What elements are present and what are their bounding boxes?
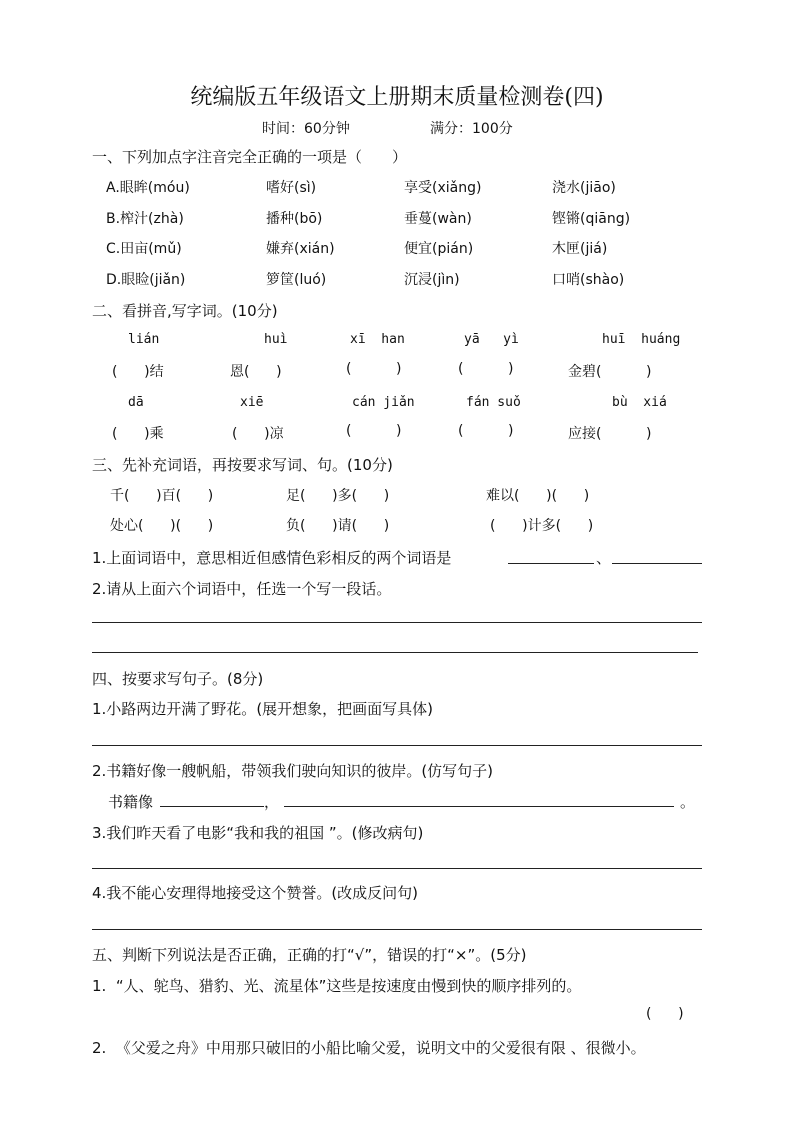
q2-pinyin-3: xī han: [350, 332, 405, 347]
q4-item-2-blank-2[interactable]: [284, 806, 674, 807]
q3-idiom-6[interactable]: ( )计多( ): [490, 518, 594, 534]
q2-answer-1[interactable]: ( )结: [112, 364, 164, 380]
q3-idiom-2[interactable]: 足( )多( ): [286, 488, 390, 504]
q2-answer-4[interactable]: ( ): [458, 361, 514, 377]
q5-item-2: 2. 《父爱之舟》中用那只破旧的小船比喻父爱，说明文中的父爱很有限 、很微小。: [92, 1039, 646, 1057]
q2-answer-5[interactable]: 金碧( ): [568, 364, 652, 380]
q4-item-1-line[interactable]: [92, 745, 702, 746]
q3-idiom-3[interactable]: 难以( )( ): [486, 488, 590, 504]
q2-answer-8[interactable]: ( ): [346, 423, 402, 439]
q3-idiom-5[interactable]: 负( )请( ): [286, 518, 390, 534]
q1-d-1: D.眼睑(jiǎn): [106, 272, 186, 288]
q1-a-3: 享受(xiǎng): [404, 180, 482, 196]
q1-b-1: B.榨汁(zhà): [106, 211, 184, 227]
q4-item-2-end: 。: [680, 793, 696, 811]
q2-pinyin-8: cán jiǎn: [352, 395, 415, 410]
q2-pinyin-6: dā: [128, 395, 144, 410]
q2-pinyin-2: huì: [264, 332, 288, 347]
q3-heading: 三、先补充词语，再按要求写词、句。(10分): [92, 456, 393, 474]
q1-c-4: 木匣(jiá): [552, 241, 608, 257]
q3-writing-line-2[interactable]: [92, 652, 698, 653]
q1-d-3: 沉浸(jìn): [404, 272, 460, 288]
q3-item-1-blank-2[interactable]: [612, 563, 702, 564]
q3-idiom-1[interactable]: 千( )百( ): [110, 488, 214, 504]
q2-pinyin-7: xiē: [240, 395, 264, 410]
q4-item-1: 1.小路两边开满了野花。(展开想象，把画面写具体): [92, 700, 434, 718]
q1-d-4: 口哨(shào): [552, 272, 625, 288]
q1-c-1: C.田亩(mǔ): [106, 241, 182, 257]
q1-d-2: 箩筐(luó): [266, 272, 327, 288]
q3-writing-line-1[interactable]: [92, 622, 702, 623]
q2-heading: 二、看拼音,写字词。(10分): [92, 302, 278, 320]
time-limit: 时间：60分钟: [262, 121, 350, 137]
q2-answer-7[interactable]: ( )凉: [232, 426, 284, 442]
q2-answer-10[interactable]: 应接( ): [568, 426, 652, 442]
q3-item-1-blank-1[interactable]: [508, 563, 594, 564]
q2-answer-6[interactable]: ( )乘: [112, 426, 164, 442]
q2-answer-2[interactable]: 恩( ): [230, 364, 282, 380]
q4-item-4: 4.我不能心安理得地接受这个赞誉。(改成反问句): [92, 884, 419, 902]
q1-a-4: 浇水(jiāo): [552, 180, 616, 196]
q5-item-1: 1. “人、鸵鸟、猎豹、光、流星体”这些是按速度由慢到快的顺序排列的。: [92, 977, 582, 995]
q4-item-2-prefix: 书籍像: [108, 793, 154, 811]
q1-heading: 一、下列加点字注音完全正确的一项是（ ）: [92, 148, 408, 166]
q4-item-4-line[interactable]: [92, 929, 702, 930]
q4-item-2-blank-1[interactable]: [160, 806, 264, 807]
q2-answer-3[interactable]: ( ): [346, 361, 402, 377]
full-score: 满分：100分: [430, 121, 513, 137]
q1-c-3: 便宜(pián): [404, 241, 474, 257]
q1-b-4: 铿锵(qiāng): [552, 211, 631, 227]
q4-item-2-comma: ，: [264, 793, 280, 811]
q3-item-2: 2.请从上面六个词语中，任选一个写一段话。: [92, 580, 392, 598]
q1-c-2: 嫌弃(xián): [266, 241, 335, 257]
q1-a-1: A.眼眸(móu): [106, 180, 190, 196]
q1-b-3: 垂蔓(wàn): [404, 211, 472, 227]
q2-pinyin-5: huī huáng: [602, 332, 681, 347]
q5-heading: 五、判断下列说法是否正确，正确的打“√”，错误的打“×”。(5分): [92, 946, 527, 964]
q1-b-2: 播种(bō): [266, 211, 323, 227]
q4-item-2: 2.书籍好像一艘帆船，带领我们驶向知识的彼岸。(仿写句子): [92, 762, 494, 780]
q2-pinyin-1: lián: [128, 332, 160, 347]
q3-item-1: 1.上面词语中，意思相近但感情色彩相反的两个词语是: [92, 549, 452, 567]
q5-item-1-answer[interactable]: ( ): [646, 1006, 684, 1022]
q4-item-3-line[interactable]: [92, 868, 702, 869]
q2-pinyin-9: fán suǒ: [466, 395, 521, 410]
q3-item-1-separator: 、: [596, 549, 612, 567]
q2-pinyin-4: yā yì: [464, 332, 519, 347]
q2-pinyin-10: bù xiá: [612, 395, 667, 410]
q4-item-3: 3.我们昨天看了电影“我和我的祖国 ”。(修改病句): [92, 824, 424, 842]
q2-answer-9[interactable]: ( ): [458, 423, 514, 439]
q4-heading: 四、按要求写句子。(8分): [92, 670, 264, 688]
q3-idiom-4[interactable]: 处心( )( ): [110, 518, 214, 534]
page-title: 统编版五年级语文上册期末质量检测卷(四): [190, 85, 604, 110]
q1-a-2: 嗜好(sì): [266, 180, 317, 196]
